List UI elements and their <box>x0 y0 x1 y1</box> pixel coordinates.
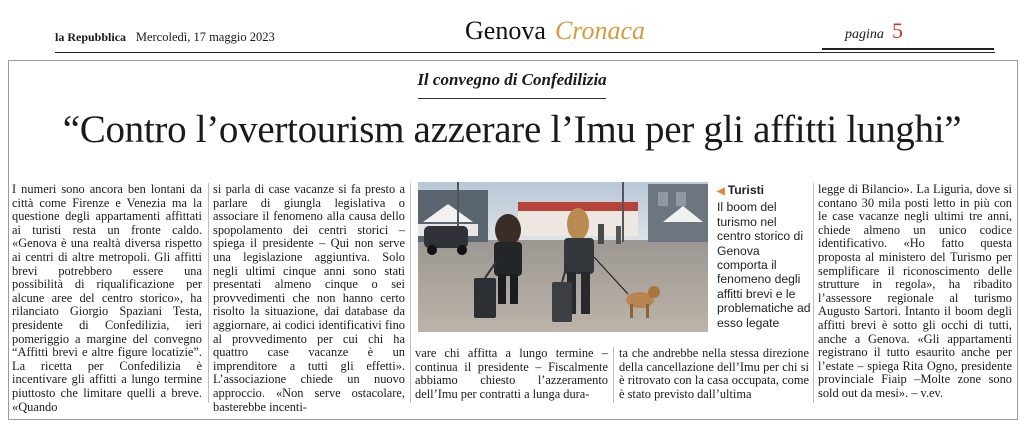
article-column-5: legge di Bilancio». La Liguria, dove si contano 30 mila posti letto in più con le case vacanze negli ultimi tre anni, chiede almeno un unico codice identificativo. «Ho fatto questa proposta al ministero del Turismo per semplificare il riconoscimento delle strutture in regola», ha ribadito l’assessore regionale al turismo Augusto Sartori. Intanto il boom degli affitti brevi è sotto gli occhi di tutti, anche a Genova. «Gli appartamenti registrano il tutto esaurito anche per l’estate – spiega Rita Ogno, presidente provinciale Fiaip –Molte zone sono sold out da mesi». – v.ev. <box>818 182 1012 400</box>
caption-text: Il boom del turismo nel centro storico di Genova comporta il fenomeno degli affitti brevi e le problematiche ad esso legate <box>717 200 811 330</box>
caption-title: Turisti <box>727 183 765 197</box>
article-headline: “Contro l’overtourism azzerare l’Imu per gli affitti lunghi” <box>62 108 962 151</box>
issue-date: Mercoledì, 17 maggio 2023 <box>135 30 275 44</box>
masthead <box>0 0 1024 52</box>
newspaper-brand: la Repubblica <box>55 30 127 44</box>
page-number: 5 <box>891 18 903 43</box>
article-column-2: si parla di case vacanze si fa presto a parlare di giungla legislativa o associare il fenomeno alla causa dello spopolamento dei centri storici – spiega il presidente – Qui non serve una legislazione aggiuntiva. Solo negli ultimi cinque anni sono stati presentati almeno cinque o sei provvedimenti che non hanno certo risolto la situazione, dai database da aggiornare, ai codici identificativi fino al provvedimento per cui chi ha quattro case vacanze è un imprenditore a tutti gli effetti». L’associazione chiede un nuovo approccio. «Non serve ostacolare, basterebbe incenti- <box>213 182 405 414</box>
column-divider <box>410 183 411 403</box>
city-name: Genova <box>465 16 546 45</box>
news-photo <box>418 182 708 332</box>
masthead-left <box>55 30 275 45</box>
tourists-photo-illustration <box>418 182 708 332</box>
column-divider <box>813 183 814 403</box>
page-indicator <box>845 18 903 44</box>
page-label: pagina <box>845 27 884 42</box>
column-divider <box>208 183 209 403</box>
section-name: Cronaca <box>554 16 645 45</box>
page-number-rule <box>822 48 994 50</box>
article-column-1: I numeri sono ancora ben lontani da città come Firenze e Venezia ma la questione degli appartamenti affittati ai turisti resta un fronte caldo. «Genova è una realtà diversa rispetto ai centri di altre metropoli. Gli affitti brevi potrebbero essere una possibilità di riqualificazione per alcune aree del centro storico», ha rilanciato Giorgio Spaziani Testa, presidente di Confedilizia, ieri pomeriggio a margine del convegno “Affitti brevi e altre figure locatizie”. La ricetta per Confedilizia è incentivare gli affitti a lungo termine piuttosto che limitare quelli a breve. «Quando <box>12 182 202 414</box>
article-kicker: Il convegno di Confedilizia <box>417 70 607 89</box>
kicker-underline <box>418 98 606 99</box>
masthead-rule <box>55 52 995 53</box>
column-divider <box>613 347 614 403</box>
article-column-4: ta che andrebbe nella stessa direzione della cancellazione dell’Imu per chi si è ritrovato con la casa occupata, come è stato previsto dall’ultima <box>619 346 809 401</box>
section-title <box>465 16 645 46</box>
caption-marker-icon: ◀ <box>717 186 725 197</box>
photo-caption <box>717 183 813 330</box>
caption-title-row <box>717 183 813 199</box>
article-column-3: vare chi affitta a lungo termine – continua il presidente – Fiscalmente abbiamo chiesto l’azzeramento dell’Imu per contratti a lunga dura- <box>415 346 608 401</box>
